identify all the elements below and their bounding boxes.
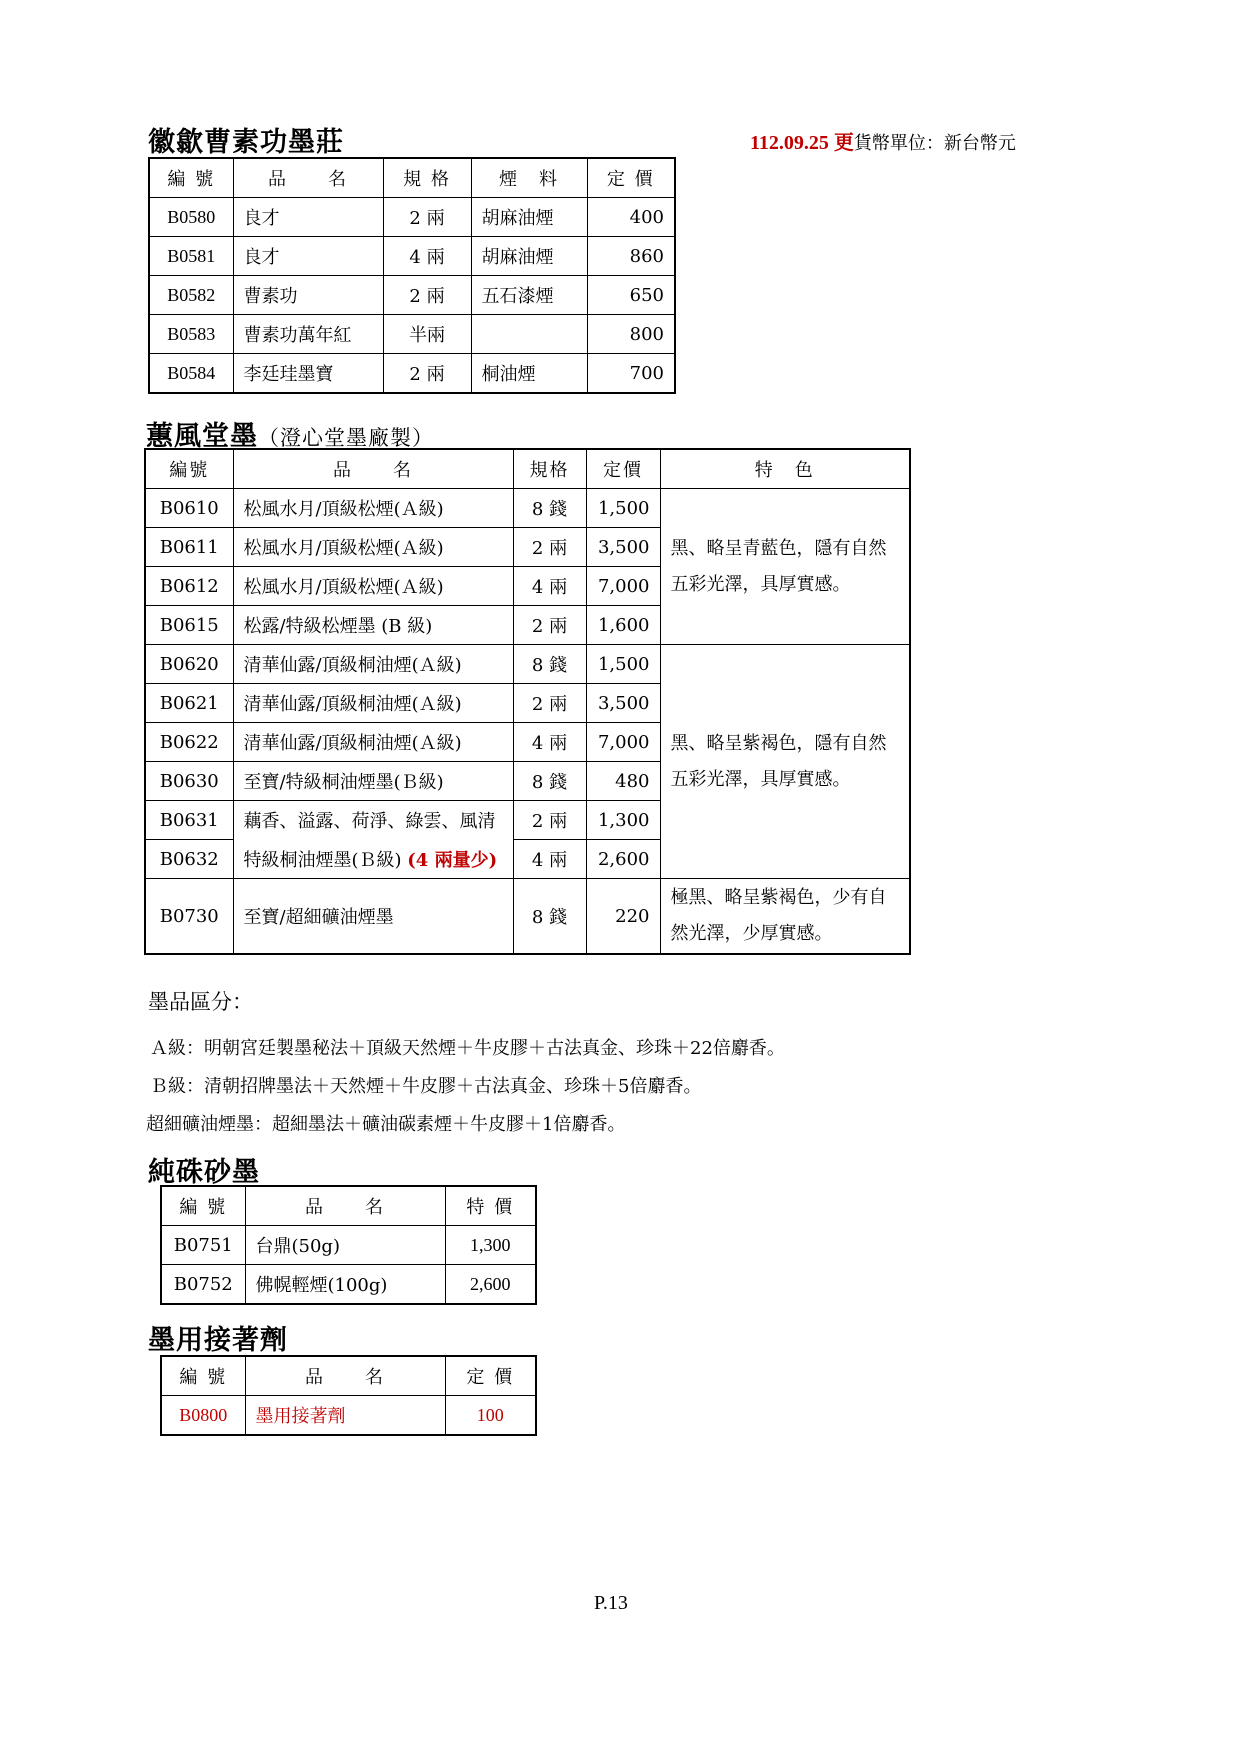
header-price: 特 價 bbox=[445, 1186, 536, 1226]
table-row bbox=[149, 315, 675, 354]
item-code: B0584 bbox=[149, 354, 233, 394]
item-name: 藕香、溢露、荷淨、綠雲、風清 bbox=[233, 801, 513, 840]
item-code: B0752 bbox=[161, 1265, 245, 1305]
item-price: 2,600 bbox=[445, 1265, 536, 1305]
item-price: 100 bbox=[445, 1396, 536, 1436]
item-price: 1,600 bbox=[586, 606, 660, 645]
section2-subtitle: （澄心堂墨廠製） bbox=[258, 426, 434, 450]
item-name: 清華仙露/頂級桐油煙(Ａ級) bbox=[233, 723, 513, 762]
item-name: 台鼎(50g) bbox=[245, 1226, 445, 1265]
item-price: 1,500 bbox=[586, 489, 660, 528]
section2-table bbox=[144, 448, 911, 955]
item-code: B0583 bbox=[149, 315, 233, 354]
ultrafine-line: 超細礦油煙墨：超細墨法＋礦油碳素煙＋牛皮膠＋1倍麝香。 bbox=[146, 1114, 626, 1135]
grade-b-line: Ｂ級：清朝招牌墨法＋天然煙＋牛皮膠＋古法真金、珍珠＋5倍麝香。 bbox=[150, 1076, 702, 1097]
header-material: 煙 料 bbox=[471, 158, 587, 198]
currency-note: 貨幣單位：新台幣元 bbox=[853, 133, 1016, 154]
feature-group2: 黑、略呈紫褐色，隱有自然五彩光澤，具厚實感。 bbox=[660, 645, 910, 879]
item-code: B0800 bbox=[161, 1396, 245, 1436]
item-name: 李廷珪墨寶 bbox=[233, 354, 383, 394]
section4-title: 墨用接著劑 bbox=[148, 1325, 288, 1356]
section3-title: 純硃砂墨 bbox=[148, 1157, 260, 1188]
item-spec: 8 錢 bbox=[513, 879, 586, 955]
header-spec: 規 格 bbox=[383, 158, 471, 198]
table-row bbox=[149, 237, 675, 276]
item-name: 佛幌輕煙(100g) bbox=[245, 1265, 445, 1305]
item-name: 松風水月/頂級松煙(Ａ級) bbox=[233, 567, 513, 606]
item-name: 松露/特級松煙墨 (B 級) bbox=[233, 606, 513, 645]
item-price: 3,500 bbox=[586, 684, 660, 723]
header-code: 編號 bbox=[145, 449, 233, 489]
header-price: 定 價 bbox=[445, 1356, 536, 1396]
item-code: B0581 bbox=[149, 237, 233, 276]
header-name: 品 名 bbox=[245, 1186, 445, 1226]
item-price: 2,600 bbox=[586, 840, 660, 879]
item-spec: 4 兩 bbox=[513, 723, 586, 762]
section2-title: 蕙風堂墨 bbox=[146, 421, 258, 452]
page-number: P.13 bbox=[594, 1592, 628, 1614]
item-spec: 4 兩 bbox=[383, 237, 471, 276]
item-spec: 2 兩 bbox=[513, 801, 586, 840]
item-name: 至寶/超細礦油煙墨 bbox=[233, 879, 513, 955]
item-spec: 8 錢 bbox=[513, 489, 586, 528]
item-material: 胡麻油煙 bbox=[471, 198, 587, 237]
item-price: 7,000 bbox=[586, 567, 660, 606]
header-price: 定 價 bbox=[587, 158, 675, 198]
item-code: B0622 bbox=[145, 723, 233, 762]
header-feature: 特 色 bbox=[660, 449, 910, 489]
feature-group1: 黑、略呈青藍色，隱有自然五彩光澤，具厚實感。 bbox=[660, 489, 910, 645]
item-price: 860 bbox=[587, 237, 675, 276]
item-code: B0632 bbox=[145, 840, 233, 879]
item-price: 1,300 bbox=[586, 801, 660, 840]
table-row bbox=[161, 1226, 536, 1265]
item-material: 胡麻油煙 bbox=[471, 237, 587, 276]
item-name: 特級桐油煙墨(Ｂ級) bbox=[243, 849, 402, 871]
header-spec: 規格 bbox=[513, 449, 586, 489]
header-name: 品 名 bbox=[245, 1356, 445, 1396]
item-price: 800 bbox=[587, 315, 675, 354]
item-name: 松風水月/頂級松煙(Ａ級) bbox=[233, 528, 513, 567]
item-spec: 8 錢 bbox=[513, 645, 586, 684]
item-code: B0610 bbox=[145, 489, 233, 528]
item-name: 清華仙露/頂級桐油煙(Ａ級) bbox=[233, 684, 513, 723]
item-material: 五石漆煙 bbox=[471, 276, 587, 315]
header-price: 定價 bbox=[586, 449, 660, 489]
table-row bbox=[145, 645, 910, 684]
item-spec: 2 兩 bbox=[383, 198, 471, 237]
feature-group3: 極黑、略呈紫褐色，少有自然光澤，少厚實感。 bbox=[660, 879, 910, 955]
item-spec: 8 錢 bbox=[513, 762, 586, 801]
item-price: 1,300 bbox=[445, 1226, 536, 1265]
item-price: 700 bbox=[587, 354, 675, 394]
item-spec: 4 兩 bbox=[513, 840, 586, 879]
item-code: B0582 bbox=[149, 276, 233, 315]
item-code: B0631 bbox=[145, 801, 233, 840]
item-material bbox=[471, 315, 587, 354]
update-date: 112.09.25 更 bbox=[750, 132, 854, 154]
item-price: 3,500 bbox=[586, 528, 660, 567]
table-header-row bbox=[161, 1356, 536, 1396]
item-code: B0611 bbox=[145, 528, 233, 567]
item-price: 650 bbox=[587, 276, 675, 315]
item-name: 至寶/特級桐油煙墨(Ｂ級) bbox=[233, 762, 513, 801]
item-spec: 2 兩 bbox=[383, 276, 471, 315]
item-code: B0620 bbox=[145, 645, 233, 684]
item-price: 220 bbox=[586, 879, 660, 955]
table-row bbox=[145, 489, 910, 528]
table-row bbox=[149, 354, 675, 394]
item-spec: 2 兩 bbox=[513, 528, 586, 567]
header-code: 編 號 bbox=[149, 158, 233, 198]
item-name: 良才 bbox=[233, 198, 383, 237]
section4-table bbox=[160, 1355, 537, 1436]
item-code: B0580 bbox=[149, 198, 233, 237]
item-spec: 2 兩 bbox=[513, 606, 586, 645]
section1-title: 徽歙曹素功墨莊 bbox=[148, 127, 344, 158]
header-name: 品 名 bbox=[233, 449, 513, 489]
item-spec: 2 兩 bbox=[513, 684, 586, 723]
item-code: B0630 bbox=[145, 762, 233, 801]
item-code: B0751 bbox=[161, 1226, 245, 1265]
item-price: 400 bbox=[587, 198, 675, 237]
header-code: 編 號 bbox=[161, 1356, 245, 1396]
quantity-note: (4 兩量少) bbox=[407, 849, 498, 871]
item-name: 曹素功萬年紅 bbox=[233, 315, 383, 354]
item-name: 墨用接著劑 bbox=[245, 1396, 445, 1436]
item-price: 7,000 bbox=[586, 723, 660, 762]
item-code: B0730 bbox=[145, 879, 233, 955]
item-spec: 半兩 bbox=[383, 315, 471, 354]
item-spec: 2 兩 bbox=[383, 354, 471, 394]
table-header-row bbox=[161, 1186, 536, 1226]
item-name-cell bbox=[233, 840, 513, 879]
item-material: 桐油煙 bbox=[471, 354, 587, 394]
item-code: B0612 bbox=[145, 567, 233, 606]
table-header-row bbox=[145, 449, 910, 489]
grade-a-line: Ａ級：明朝宮廷製墨秘法＋頂級天然煙＋牛皮膠＋古法真金、珍珠＋22倍麝香。 bbox=[150, 1038, 785, 1059]
item-name: 清華仙露/頂級桐油煙(Ａ級) bbox=[233, 645, 513, 684]
table-row bbox=[145, 879, 910, 955]
item-code: B0615 bbox=[145, 606, 233, 645]
table-header-row bbox=[149, 158, 675, 198]
grades-heading: 墨品區分： bbox=[148, 990, 253, 1014]
table-row bbox=[161, 1265, 536, 1305]
item-code: B0621 bbox=[145, 684, 233, 723]
section1-table bbox=[148, 157, 676, 394]
table-row bbox=[149, 198, 675, 237]
section3-table bbox=[160, 1185, 537, 1305]
item-name: 松風水月/頂級松煙(Ａ級) bbox=[233, 489, 513, 528]
item-price: 1,500 bbox=[586, 645, 660, 684]
item-price: 480 bbox=[586, 762, 660, 801]
item-name: 良才 bbox=[233, 237, 383, 276]
item-spec: 4 兩 bbox=[513, 567, 586, 606]
item-name: 曹素功 bbox=[233, 276, 383, 315]
header-name: 品 名 bbox=[233, 158, 383, 198]
header-code: 編 號 bbox=[161, 1186, 245, 1226]
update-note bbox=[750, 126, 1016, 155]
table-row bbox=[161, 1396, 536, 1436]
table-row bbox=[149, 276, 675, 315]
